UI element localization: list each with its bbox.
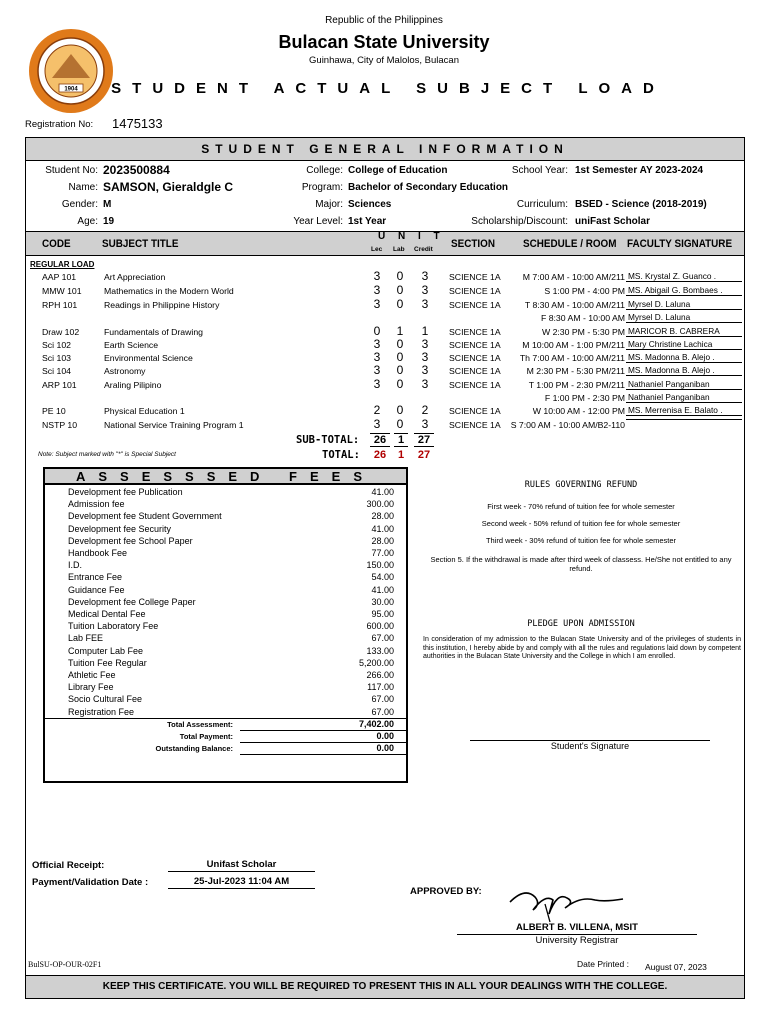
student-no-label: Student No: xyxy=(45,165,98,176)
pledge-title: PLEDGE UPON ADMISSION xyxy=(527,619,635,629)
curriculum-label: Curriculum: xyxy=(516,199,568,210)
total-label: TOTAL: xyxy=(322,449,360,461)
fee-name: Socio Cultural Fee xyxy=(68,694,143,705)
subject-section: SCIENCE 1A xyxy=(449,286,501,296)
faculty-signature-line: Nathaniel Panganiban xyxy=(626,392,742,403)
registrar-signature xyxy=(505,882,630,924)
subject-schedule: F 1:00 PM - 2:30 PM xyxy=(544,393,625,403)
regular-load-label: REGULAR LOAD xyxy=(30,260,95,269)
fee-total-amount: 0.00 xyxy=(376,731,394,741)
fee-amount: 41.00 xyxy=(371,584,394,595)
subject-section: SCIENCE 1A xyxy=(449,366,501,376)
subject-code: AAP 101 xyxy=(42,272,77,282)
subject-lec-units: 3 xyxy=(373,377,381,391)
fee-name: Computer Lab Fee xyxy=(68,645,144,656)
subject-lec-units: 2 xyxy=(373,403,381,417)
faculty-signature-line: MS. Abigail G. Bombaes . xyxy=(626,285,742,296)
faculty-signature-line: Myrsel D. Laluna xyxy=(626,299,742,310)
fee-amount: 67.00 xyxy=(371,706,394,717)
registrar-name: ALBERT B. VILLENA, MSIT xyxy=(516,922,638,933)
student-name: SAMSON, Gieraldgle C xyxy=(103,180,234,194)
college-label: College: xyxy=(306,165,343,176)
col-faculty-header: FACULTY SIGNATURE xyxy=(627,238,733,250)
faculty-signature-line: Mary Christine Lachica xyxy=(626,339,742,350)
subject-lab-units: 0 xyxy=(396,377,404,391)
subject-schedule: S 7:00 AM - 10:00 AM/B2-110 xyxy=(510,420,625,430)
subject-schedule: Th 7:00 AM - 10:00 AM/211 xyxy=(519,353,625,363)
form-code: BulSU-OP-OUR-02F1 xyxy=(28,960,102,969)
subject-lab-units: 1 xyxy=(396,324,404,338)
fee-name: Development fee School Paper xyxy=(68,535,193,546)
fee-name: Library Fee xyxy=(68,682,114,693)
student-age: 19 xyxy=(103,216,115,227)
subject-schedule: T 8:30 AM - 10:00 AM/211 xyxy=(524,300,625,310)
subject-code: Sci 103 xyxy=(42,353,71,363)
date-printed-value: August 07, 2023 xyxy=(645,962,707,972)
registration-number: 1475133 xyxy=(112,116,163,131)
subject-title: Art Appreciation xyxy=(104,272,166,282)
year-level-label: Year Level: xyxy=(293,216,343,227)
fee-amount: 28.00 xyxy=(371,535,394,546)
subject-schedule: M 10:00 AM - 1:00 PM/211 xyxy=(522,340,625,350)
subject-credit-units: 3 xyxy=(421,283,429,297)
fee-amount: 41.00 xyxy=(371,523,394,534)
subject-lec-units: 3 xyxy=(373,283,381,297)
student-no: 2023500884 xyxy=(103,163,170,177)
fee-name: Lab FEE xyxy=(68,633,104,644)
refund-rule-1: First week - 70% refund of tuition fee for whole semester xyxy=(487,502,675,511)
fee-name: Guidance Fee xyxy=(68,584,125,595)
fee-amount: 77.00 xyxy=(371,548,394,558)
subject-credit-units: 3 xyxy=(421,269,429,283)
subject-lab-units: 0 xyxy=(396,337,404,351)
student-gender: M xyxy=(103,199,112,210)
subject-lab-units: 0 xyxy=(396,350,404,364)
subject-schedule: M 2:30 PM - 5:30 PM/211 xyxy=(526,366,625,376)
col-lab-header: Lab xyxy=(393,246,405,253)
header-location: Guinhawa, City of Malolos, Bulacan xyxy=(309,55,459,66)
subject-lab-units: 0 xyxy=(396,403,404,417)
subject-code: NSTP 10 xyxy=(42,420,78,430)
gender-label: Gender: xyxy=(61,199,98,210)
subject-code: RPH 101 xyxy=(42,300,78,310)
payment-date-label: Payment/Validation Date : xyxy=(32,877,149,888)
subject-lec-units: 0 xyxy=(373,324,381,338)
fee-amount: 67.00 xyxy=(371,694,394,705)
student-major: Sciences xyxy=(348,199,392,210)
subject-credit-units: 3 xyxy=(421,297,429,311)
subject-schedule: W 10:00 AM - 12:00 PM xyxy=(532,406,625,416)
school-year-label: School Year: xyxy=(511,165,568,176)
subject-section: SCIENCE 1A xyxy=(449,340,501,350)
subject-section: SCIENCE 1A xyxy=(449,272,501,282)
subject-credit-units: 3 xyxy=(421,417,429,431)
refund-section-5: Section 5. If the withdrawal is made after third week of classess. He/She not entitled to any refund. xyxy=(430,555,732,573)
subject-lec-units: 3 xyxy=(373,297,381,311)
subject-title: Earth Science xyxy=(104,340,159,350)
col-schedule-header: SCHEDULE / ROOM xyxy=(523,238,617,250)
student-college: College of Education xyxy=(348,165,448,176)
subject-lab-units: 0 xyxy=(396,269,404,283)
subject-section: SCIENCE 1A xyxy=(449,327,501,337)
fee-amount: 133.00 xyxy=(366,645,394,656)
header-university: Bulacan State University xyxy=(278,32,490,52)
subject-title: Astronomy xyxy=(104,366,146,376)
subject-credit-units: 1 xyxy=(421,324,429,338)
student-program: Bachelor of Secondary Education xyxy=(348,182,509,193)
subject-credit-units: 3 xyxy=(421,337,429,351)
col-code-header: CODE xyxy=(42,238,71,250)
subject-code: Sci 104 xyxy=(42,366,71,376)
refund-rule-3: Third week - 30% refund of tuition fee for whole semester xyxy=(485,536,677,545)
subject-title: Araling Pilipino xyxy=(104,380,162,390)
fee-name: Development fee College Paper xyxy=(68,596,196,607)
col-section-header: SECTION xyxy=(451,238,496,250)
subject-title: Environmental Science xyxy=(104,353,193,363)
fee-amount: 28.00 xyxy=(371,511,394,522)
subject-section: SCIENCE 1A xyxy=(449,380,501,390)
total-lec: 26 xyxy=(373,449,387,461)
fee-name: Medical Dental Fee xyxy=(68,609,146,619)
fee-amount: 95.00 xyxy=(371,609,394,619)
general-info-title: STUDENT GENERAL INFORMATION xyxy=(25,137,745,161)
fee-amount: 5,200.00 xyxy=(358,657,394,668)
refund-rules-title: RULES GOVERNING REFUND xyxy=(524,480,638,490)
subject-lab-units: 0 xyxy=(396,417,404,431)
fee-amount: 117.00 xyxy=(367,682,394,693)
faculty-signature-line: MS. Madonna B. Alejo . xyxy=(626,352,742,363)
subject-credit-units: 3 xyxy=(421,363,429,377)
fee-amount: 150.00 xyxy=(366,560,394,571)
fee-name: Athletic Fee xyxy=(68,670,116,680)
total-credit: 27 xyxy=(417,449,431,461)
program-label: Program: xyxy=(301,182,343,193)
faculty-signature-line: MS. Madonna B. Alejo . xyxy=(626,365,742,376)
age-label: Age: xyxy=(77,216,98,227)
col-lec-header: Lec xyxy=(371,246,383,253)
subject-schedule: W 2:30 PM - 5:30 PM xyxy=(541,327,625,337)
fee-name: Entrance Fee xyxy=(68,572,123,583)
fee-name: Development fee Student Government xyxy=(68,511,222,522)
subject-credit-units: 3 xyxy=(421,377,429,391)
subject-lec-units: 3 xyxy=(373,350,381,364)
subject-lec-units: 3 xyxy=(373,417,381,431)
subject-schedule: T 1:00 PM - 2:30 PM/211 xyxy=(528,380,625,390)
col-unit-header: U N I T xyxy=(378,231,445,242)
subject-schedule: S 1:00 PM - 4:00 PM xyxy=(544,286,625,296)
university-seal-logo xyxy=(26,28,116,114)
subject-section: SCIENCE 1A xyxy=(449,420,501,430)
scholarship: uniFast Scholar xyxy=(575,216,651,227)
fee-amount: 300.00 xyxy=(366,499,394,510)
seal-year: 1904 xyxy=(64,86,78,93)
fee-amount: 41.00 xyxy=(371,487,394,497)
subject-schedule: M 7:00 AM - 10:00 AM/211 xyxy=(522,272,625,282)
subject-schedule: F 8:30 AM - 10:00 AM xyxy=(540,313,625,323)
subject-title: National Service Training Program 1 xyxy=(104,420,244,430)
faculty-signature-line: MARICOR B. CABRERA xyxy=(626,326,742,337)
fee-name: Registration Fee xyxy=(68,706,135,717)
subject-credit-units: 2 xyxy=(421,403,429,417)
subject-lec-units: 3 xyxy=(373,337,381,351)
fee-name: Development fee Security xyxy=(68,523,172,534)
subtotal-credit: 27 xyxy=(414,433,434,447)
date-printed-label: Date Printed : xyxy=(577,959,629,969)
registrar-position: University Registrar xyxy=(535,935,619,946)
major-label: Major: xyxy=(315,199,343,210)
subject-title: Mathematics in the Modern World xyxy=(104,286,234,296)
fee-amount: 54.00 xyxy=(371,572,394,583)
subject-lec-units: 3 xyxy=(373,269,381,283)
subject-code: ARP 101 xyxy=(42,380,77,390)
subject-code: Sci 102 xyxy=(42,340,71,350)
page-title: STUDENT ACTUAL SUBJECT LOAD xyxy=(111,80,665,97)
assessed-fees-title: ASSESSSED FEES xyxy=(43,467,408,485)
special-subject-note: Note: Subject marked with "*" is Special Subject xyxy=(38,451,176,458)
subject-code: PE 10 xyxy=(42,406,66,416)
fee-total-label: Total Payment: xyxy=(179,732,233,741)
subtotal-lab: 1 xyxy=(394,433,408,447)
subject-lab-units: 0 xyxy=(396,297,404,311)
student-signature-label: Student's Signature xyxy=(550,741,630,751)
fee-total-label: Total Assessment: xyxy=(167,720,233,729)
col-credit-header: Credit xyxy=(414,246,433,253)
subject-lab-units: 0 xyxy=(396,363,404,377)
fee-total-amount: 7,402.00 xyxy=(358,719,394,729)
refund-rule-2: Second week - 50% refund of tuition fee for whole semester xyxy=(481,519,681,528)
scholarship-label: Scholarship/Discount: xyxy=(471,216,568,227)
total-lab: 1 xyxy=(397,449,405,461)
fee-name: Development fee Publication xyxy=(68,487,183,497)
subject-section: SCIENCE 1A xyxy=(449,406,501,416)
fee-name: Admission fee xyxy=(68,499,125,510)
approved-by-label: APPROVED BY: xyxy=(410,886,482,897)
fee-total-label: Outstanding Balance: xyxy=(155,744,233,753)
fee-name: Handbook Fee xyxy=(68,548,128,558)
subject-lab-units: 0 xyxy=(396,283,404,297)
subtotal-lec: 26 xyxy=(370,433,390,447)
subject-title: Readings in Philippine History xyxy=(104,300,220,310)
faculty-signature-line: MS. Merrenisa E. Balato . xyxy=(626,405,742,416)
school-year: 1st Semester AY 2023-2024 xyxy=(575,165,704,176)
curriculum: BSED - Science (2018-2019) xyxy=(575,199,707,210)
fee-amount: 266.00 xyxy=(366,670,394,680)
official-receipt-label: Official Receipt: xyxy=(32,860,105,871)
subtotal-label: SUB-TOTAL: xyxy=(296,434,360,446)
faculty-signature-line: Nathaniel Panganiban xyxy=(626,379,742,390)
subject-lec-units: 3 xyxy=(373,363,381,377)
faculty-signature-line xyxy=(626,419,742,420)
pledge-text: In consideration of my admission to the Bulacan State University and of the privileges of students in this institution, I hereby abide by and comply with all the rules and regulations laid down by competent authorities in the Bulacan State University and the College in which I am enrolled. xyxy=(423,636,741,660)
fee-amount: 600.00 xyxy=(366,621,394,632)
fee-total-rule xyxy=(240,754,408,755)
subject-title: Fundamentals of Drawing xyxy=(104,327,203,337)
subject-title: Physical Education 1 xyxy=(104,406,185,416)
fee-total-amount: 0.00 xyxy=(376,743,394,753)
subject-code: MMW 101 xyxy=(42,286,82,296)
faculty-signature-line: Myrsel D. Laluna xyxy=(626,312,742,323)
student-year-level: 1st Year xyxy=(348,216,387,227)
official-receipt-value: Unifast Scholar xyxy=(168,859,315,872)
col-title-header: SUBJECT TITLE xyxy=(102,238,179,250)
footer-notice: KEEP THIS CERTIFICATE. YOU WILL BE REQUIRED TO PRESENT THIS IN ALL YOUR DEALINGS WITH THE COLLEGE. xyxy=(25,975,745,999)
fee-amount: 30.00 xyxy=(371,596,394,607)
payment-date-value: 25-Jul-2023 11:04 AM xyxy=(168,876,315,889)
subject-credit-units: 3 xyxy=(421,350,429,364)
header-republic: Republic of the Philippines xyxy=(325,15,443,26)
subject-section: SCIENCE 1A xyxy=(449,300,501,310)
fee-name: Tuition Laboratory Fee xyxy=(68,621,159,632)
name-label: Name: xyxy=(68,182,98,193)
fee-name: Tuition Fee Regular xyxy=(68,657,147,668)
registration-label: Registration No: xyxy=(25,119,94,130)
subject-section: SCIENCE 1A xyxy=(449,353,501,363)
fee-name: I.D. xyxy=(68,560,83,571)
fee-amount: 67.00 xyxy=(371,633,394,644)
subject-code: Draw 102 xyxy=(42,327,80,337)
faculty-signature-line: MS. Krystal Z. Guanco . xyxy=(626,271,742,282)
